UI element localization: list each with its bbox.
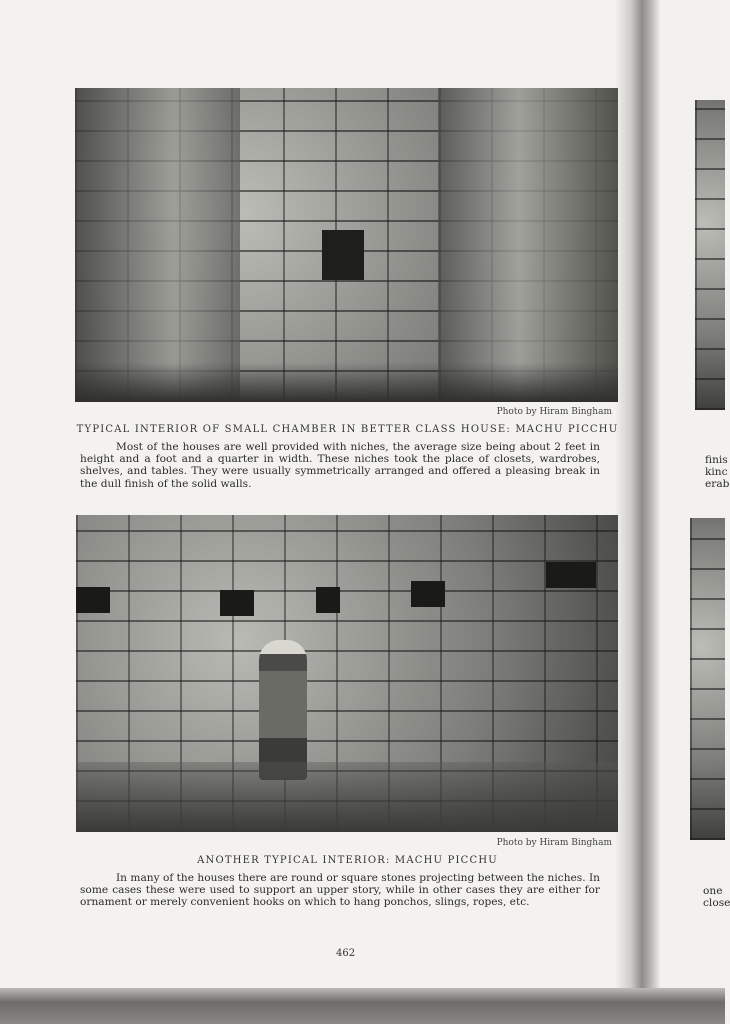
photo-credit: Photo by Hiram Bingham [496, 838, 612, 848]
photo-another-interior [76, 515, 618, 832]
page-number: 462 [336, 948, 356, 959]
standing-boy [259, 640, 307, 780]
facing-page-photo-top [695, 100, 725, 410]
wall-niche [316, 587, 340, 613]
facing-page-text-fragment: one close [703, 885, 730, 909]
figure-caption: ANOTHER TYPICAL INTERIOR: MACHU PICCHU [197, 855, 498, 866]
facing-page-photo-bottom [690, 518, 725, 840]
wall-niche [322, 230, 364, 280]
wall-niche [411, 581, 445, 607]
wall-niche [220, 590, 254, 616]
wall-niche [76, 587, 110, 613]
book-gutter-shadow [615, 0, 660, 990]
photo-small-chamber-interior [75, 88, 618, 402]
figure-description: Most of the houses are well provided with niches, the average size being about 2 feet in height and a foot and a quarter in width. These niches took the place of closets, wardrobes, shelves, and tables. They were usually symmetrically arranged and offered a pleasing break in the dull finish of the solid walls. [80, 441, 600, 490]
figure-caption: TYPICAL INTERIOR OF SMALL CHAMBER IN BETTER CLASS HOUSE: MACHU PICCHU [76, 424, 619, 435]
facing-page-text-fragment: finis kinc erab [705, 454, 730, 490]
scanner-edge [0, 988, 725, 1024]
photo-credit: Photo by Hiram Bingham [496, 407, 612, 417]
wall-niche [546, 562, 596, 588]
figure-description: In many of the houses there are round or square stones projecting between the niches. In some cases these were used to support an upper story, while in other cases they are either for ornament or merely convenient hooks on which to hang ponchos, slings, ropes, etc. [80, 872, 600, 909]
